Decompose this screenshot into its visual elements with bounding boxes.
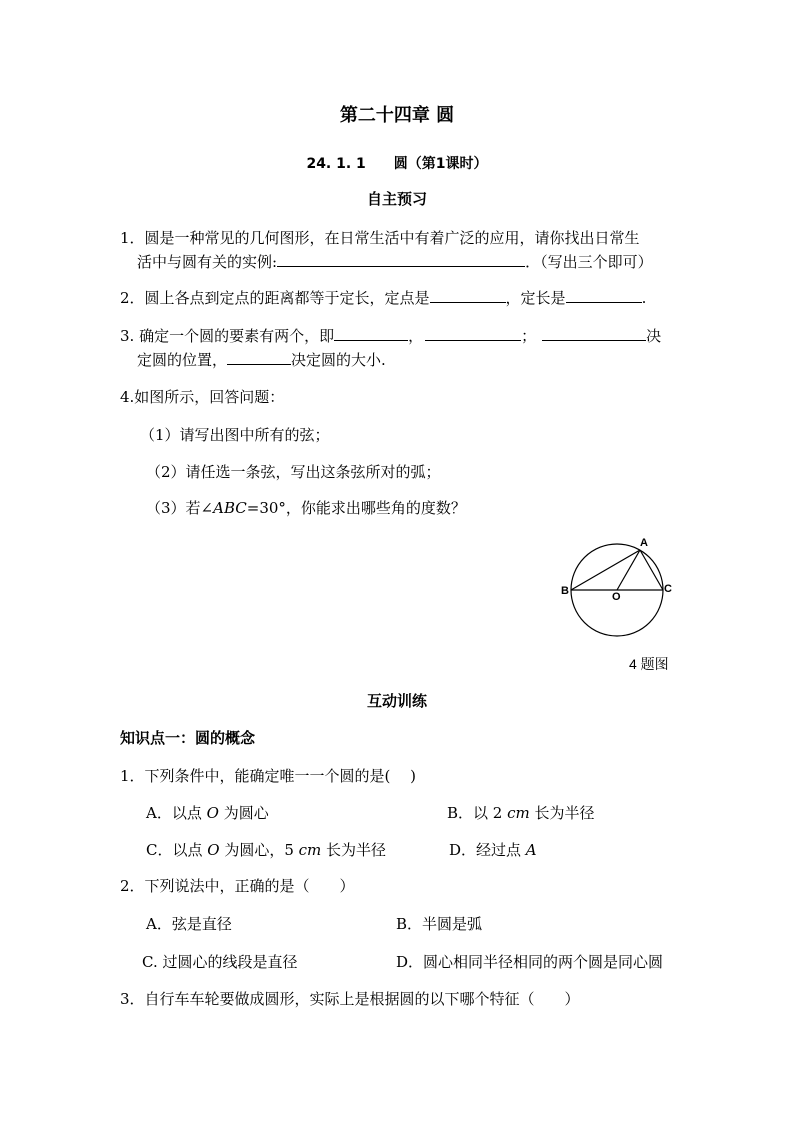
practice-q1-stem: 1．下列条件中，能确定唯一一个圆的是( ) — [120, 767, 417, 785]
practice-q1-option-c[interactable] — [146, 840, 386, 860]
label-a: A — [640, 537, 648, 549]
unit-variable: cm — [298, 841, 322, 859]
unit-variable: cm — [507, 804, 530, 822]
preview-q2-middle: ，定长是 — [505, 289, 566, 307]
practice-q2-option-c[interactable]: C. 过圆心的线段是直径 — [142, 953, 298, 971]
practice-q2-stem: 2．下列说法中，正确的是（ ） — [120, 877, 355, 895]
preview-heading: 自主预习 — [366, 190, 427, 208]
option-text: 为圆心 — [218, 804, 269, 822]
practice-q3-stem: 3．自行车车轮要做成圆形，实际上是根据圆的以下哪个特征（ ） — [120, 990, 580, 1008]
preview-q4-sub3-suffix: =30°，你能求出哪些角的度数？ — [246, 499, 466, 517]
answer-blank[interactable] — [430, 288, 506, 303]
answer-blank[interactable] — [334, 326, 408, 341]
label-c: C — [664, 583, 672, 595]
section-title: 24. 1. 1 圆（第1课时） — [306, 156, 488, 172]
preview-q4-sub1: （1）请写出图中所有的弦； — [140, 426, 330, 444]
label-b: B — [561, 585, 569, 597]
point-variable: A — [525, 841, 537, 859]
chord-ba — [571, 550, 640, 590]
preview-q3-line2-prefix: 定圆的位置， — [137, 351, 228, 369]
option-text: 为圆心，5 — [219, 841, 299, 859]
preview-q2 — [120, 288, 646, 308]
chord-ac — [640, 550, 663, 590]
preview-q3-prefix: 3. 确定一个圆的要素有两个，即 — [120, 327, 335, 345]
answer-blank[interactable] — [277, 252, 525, 267]
preview-q3-line2 — [137, 350, 386, 370]
preview-q1-line2 — [137, 252, 653, 272]
preview-q3-line2-suffix: 决定圆的大小. — [291, 351, 386, 369]
preview-q4-sub2: （2）请任选一条弦，写出这条弦所对的弧； — [146, 463, 441, 481]
preview-q4-intro: 4.如图所示，回答问题： — [120, 388, 285, 406]
angle-variable: ABC — [213, 499, 247, 517]
option-text: C．以点 — [146, 841, 208, 859]
point-variable: O — [207, 841, 220, 859]
preview-q4-sub3 — [146, 498, 466, 518]
preview-q1-line2-prefix: 活中与圆有关的实例: — [137, 253, 278, 271]
option-text: 长为半径 — [529, 804, 595, 822]
practice-q1-option-d[interactable] — [449, 840, 537, 860]
option-text: 长为半径 — [321, 841, 387, 859]
preview-q2-prefix: 2．圆上各点到定点的距离都等于定长，定点是 — [120, 289, 430, 307]
preview-q4-sub3-prefix: （3）若∠ — [146, 499, 214, 517]
point-variable: O — [206, 804, 219, 822]
preview-q1-line1: 1．圆是一种常见的几何图形，在日常生活中有着广泛的应用，请你找出日常生 — [120, 229, 640, 247]
answer-blank[interactable] — [566, 288, 642, 303]
knowledge-point-title: 知识点一：圆的概念 — [120, 729, 256, 747]
answer-blank[interactable] — [542, 326, 646, 341]
circle-figure — [556, 530, 696, 660]
preview-q2-suffix: . — [641, 289, 647, 307]
preview-q3-sep2: ； — [521, 327, 537, 345]
practice-q2-option-d[interactable]: D．圆心相同半径相同的两个圆是同心圆 — [396, 953, 664, 971]
preview-q3-sep1: ， — [408, 327, 424, 345]
preview-q3-end1: 决 — [646, 327, 662, 345]
practice-q2-option-b[interactable]: B．半圆是弧 — [396, 915, 483, 933]
answer-blank[interactable] — [425, 326, 521, 341]
preview-q1-line2-suffix: ．（写出三个即可） — [525, 253, 653, 271]
option-text: D．经过点 — [449, 841, 526, 859]
option-text: A．以点 — [146, 804, 207, 822]
figure-caption: 4 题图 — [629, 656, 669, 672]
practice-q1-option-a[interactable] — [146, 803, 269, 823]
chapter-title: 第二十四章 圆 — [339, 105, 455, 126]
option-text: B．以 2 — [447, 804, 508, 822]
practice-q2-option-a[interactable]: A．弦是直径 — [146, 915, 232, 933]
practice-q1-option-b[interactable] — [447, 803, 595, 823]
preview-q3-line1 — [120, 326, 661, 346]
answer-blank[interactable] — [227, 350, 291, 365]
label-o: O — [612, 591, 621, 603]
practice-heading: 互动训练 — [366, 692, 427, 710]
